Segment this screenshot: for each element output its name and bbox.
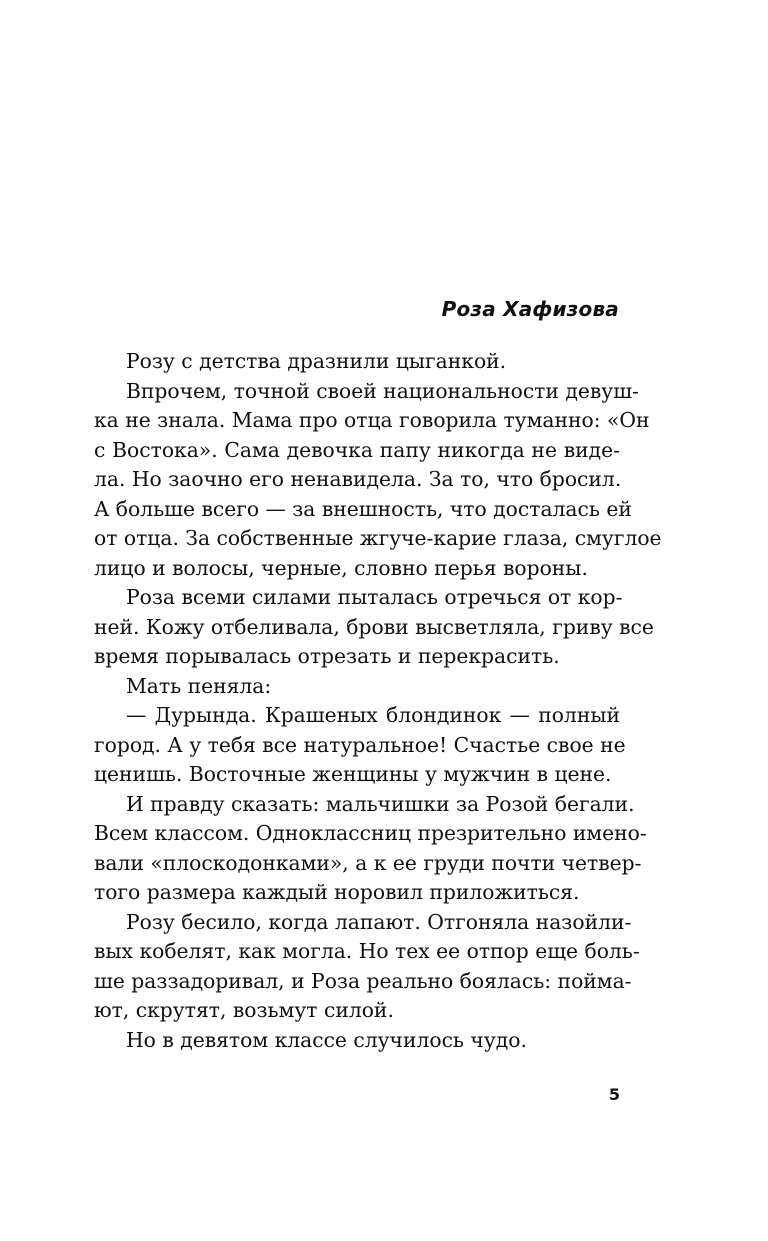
text-line: того размера каждый норовил приложиться. [94,880,580,904]
text-line: вали «плоскодонками», а к ее груди почти четвер- [94,850,642,875]
text-line: ла. Но заочно его ненавидела. За то, что бросил. [94,467,622,491]
text-line: ше раззадоривал, и Роза реально боялась: поймa- [94,968,632,993]
text-line: Роза всеми силами пыталась отречься от кор- [126,585,623,609]
text-line: ней. Кожу отбеливала, брови высветляла, гриву все [94,614,654,639]
text-line: лицо и волосы, черные, словно перья вороны. [94,555,588,580]
text-line: Всем классом. Одноклассниц презрительно имено- [94,821,647,845]
text-line: — Дурында. Крашеных блондинок — полный [126,703,620,727]
chapter-title: Роза Хафизова [441,297,619,321]
text-line: Розу с детства дразнили цыганкой. [126,349,507,373]
text-line: И правду сказать: мальчишки за Розой бегали. [126,791,635,816]
text-line: Мать пеняла: [126,673,272,698]
text-line: с Востока». Сама девочка папу никогда не виде- [94,437,620,462]
text-line: Но в девятом классе случилось чудо. [126,1027,527,1052]
text-line: Впрочем, точной своей национальности девуш- [126,378,639,403]
text-line: город. А у тебя все натуральное! Счастье свое не [94,732,626,757]
text-line: ценишь. Восточные женщины у мужчин в цене. [94,762,612,786]
text-line: А больше всего — за внешность, что досталась ей [94,496,632,521]
page-number: 5 [608,1085,620,1104]
text-line: Розу бесило, когда лапают. Отгоняла назойли- [126,909,632,934]
text-line: вых кобелят, как могла. Но тех ее отпор еще боль- [94,939,640,963]
text-line: ют, скрутят, возьмут силой. [94,998,394,1022]
body-text [94,347,662,1055]
text-line: время порывалась отрезать и перекрасить. [94,644,560,668]
text-line: от отца. За собственные жгуче-карие глаза, смуглое [94,526,662,550]
text-line: ка не знала. Мама про отца говорила туманно: «Он [94,408,650,432]
